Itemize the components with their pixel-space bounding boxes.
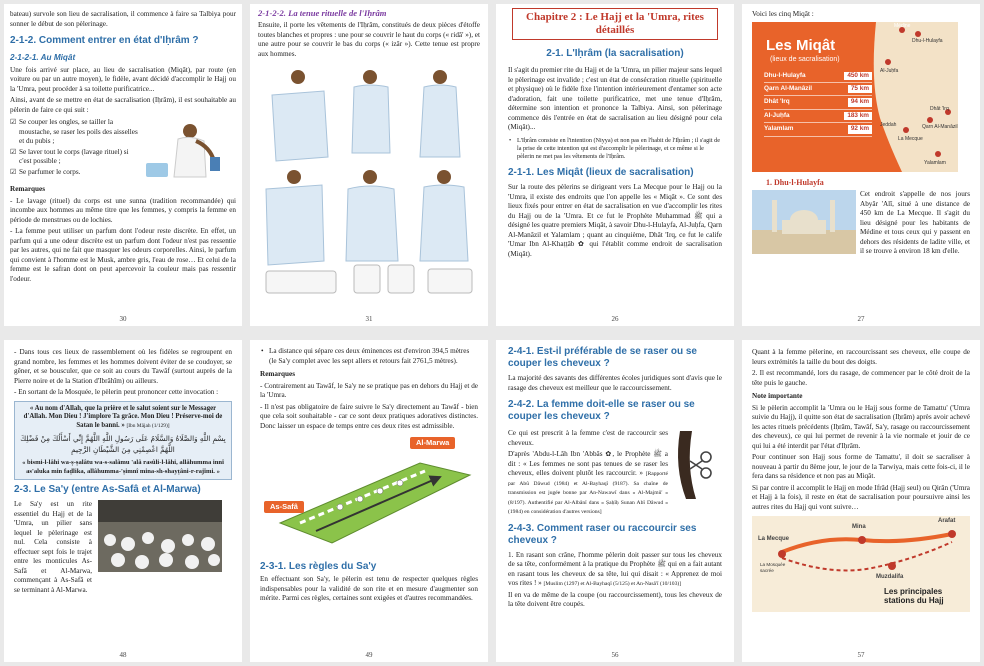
p31-text: Ensuite, il porte les vêtements de l'Iḥrâm, constitués de deux pièces d'étoffe toutes blanches et propres : une pour se couvrir le haut du corps (« ridâ' »), et une autre pour se couvrir le bas du corps (« izâr »). Cette tenue est propre aux hommes. [258,21,480,58]
page-27 [742,4,980,326]
p56-heading-2: 2-4-2. La femme doit-elle se raser ou se couper les cheveux ? [508,399,695,422]
p57-text-2: 2. Il est recommandé, lors du rasage, de commencer par le côté droit de la tête puis le gauche. [752,369,970,387]
p56-text-4-ref: [Muslim (1297) et Al-Bayhaqî (5/125) et An-Nasâ'î (10/103)] [543,581,682,587]
p56-heading-3: 2-4-3. Comment raser ou raccourcir ses cheveux ? [508,522,697,546]
p48-text-2: - En sortant de la Mosquée, le pèlerin peut prononcer cette invocation : [14,388,219,396]
page-56 [496,340,734,662]
p56-text-4-body: 1. En rasant son crâne, l'homme pèlerin doit passer sur tous les cheveux de sa tête, conformément à la pratique du Prophète ﷺ qui en a fait autant en rasant tous les cheveux de sa tête, lui qui disait : « Apprenez de moi vos rites ! » [508,550,722,587]
page-number: 48 [119,650,127,659]
p57-note-title: Note importante [752,392,803,400]
p30-checklist [10,117,140,181]
p26-chapter-title: Chapitre 2 : Le Hajj et la 'Umra, rites détaillés [512,8,718,40]
miqat-row [764,110,872,123]
miqat-name: Al-Juḥfa [764,111,790,119]
mosque-photo [752,190,856,254]
miqat-row [764,70,872,83]
p30-list-item: ☑ Se couper les ongles, se tailler la moustache, se raser les poils des aisselles et du pubis ; [10,118,140,147]
page-30 [4,4,242,326]
miqat-name: Dhu-l-Hulayfa [764,71,806,79]
p57-text-3: Si le pèlerin accomplit la 'Umra ou le Hajj sous forme de Tamattu' ('Umra suivie du Hajj), il quitte son état de sacralisation (Iḥrâm) après avoir achevé les actes rituels précédents (Iḥrâm, Tawâf, Sa'y, rasage ou raccourcissement des cheveux), ce qui lui permet de revenir à la vie normale et jouir de ce qui lui a été interdit par l'état d'Iḥrâm. [752,403,970,450]
p56-text-1: La majorité des savants des différentes écoles juridiques sont d'avis que le rasage des cheveux est meilleur que le raccourcissement. [508,374,722,392]
invocation-french-text: « Au nom d'Allah, que la prière et le salut soient sur le Messager d'Allah. Mon Dieu ! J'implore Ta grâce. Mon Dieu ! Préserve-moi de Satan le banni. » [23,404,223,430]
p56-hadith-ref: [Rapporté par Abû Dâwud (1984) et Al-Bayhaqî (9187). Sa chaîne de transmission est jugée bonne par An-Nawawî dans « Al-Majmû' » (8/197). Authentifié par Al-Albânî dans « Ṣaḥîḥ Sunan Abî Dâwud » (1984) en considération d'autres versions] [508,471,668,515]
p56-hadith: D'après 'Abdu-l-Lâh Ibn 'Abbâs ✿, le Prophète ﷺ a dit : « Les femmes ne sont pas tenues de se raser les cheveux, elles doivent plutôt les raccourcir. » [508,450,668,477]
washing-man-illustration [140,117,230,181]
miqat-name: Yalamlam [764,125,794,133]
map-label: Yalamlam [924,159,946,166]
invocation-arabic: بِسْمِ اللَّهِ وَالصَّلَاةُ وَالسَّلَامُ عَلَى رَسُولِ اللَّهِ اللَّهُمَّ إِنِّي أَسْأَلُكَ مِنْ فَضْلِكَ اللَّهُمَّ اعْصِمْنِي مِنَ الشَّيْطَانِ الرَّجِيمِ [20,434,226,455]
page-49 [250,340,488,662]
page-number: 31 [365,314,373,323]
p31-heading: 2-1-2-2. La tenue rituelle de l'Iḥrâm [258,8,387,18]
p57-text-1: Quant à la femme pèlerine, en raccourcissant ses cheveux, elle coupe de leurs extrémités la taille du bout des doigts. [752,348,970,366]
p30-remarks-title: Remarques [10,185,46,194]
station-muzdalifa: Muzdalifa [876,574,904,580]
map-label: La Mecque [898,135,923,142]
station-mecque: La Mecque [758,536,790,542]
p56-text-4 [508,551,722,589]
p27-heading: 1. Dhu-l-Hulayfa [766,177,824,187]
p27-intro: Voici les cinq Miqât : [752,10,814,18]
p48-heading: 2-3. Le Sa'y (entre As-Safâ et Al-Marwa) [14,484,201,496]
p30-list-item: ☑ Se parfumer le corps. [10,168,140,178]
map-label: Dhu-l-Hulayfa [912,37,943,44]
miqat-row [764,96,872,109]
sai-diagram [260,435,478,555]
miqat-name: Dhât 'Irq [764,98,790,106]
p30-remark-1: - Le lavage (rituel) du corps est une sunna (tradition recommandée) qui incombe aux hommes au même titre que les femmes, y compris la femme en période de menstrues ou de lochies. [10,196,236,224]
miqat-map [752,22,958,172]
p26-bullets [508,137,722,162]
p57-text-5: Si par contre il accomplit le Hajj en mode Ifrâd (Hajj seul) ou Qirân ('Umra et Hajj à la fois), il reste en état de sacralisation pour poursuivre ainsi les autres rites du Hajj qui vont suivre… [752,483,970,511]
miqat-distance: 75 km [848,85,872,93]
page-26 [496,4,734,326]
miqat-table [764,70,872,137]
miqat-distance: 183 km [844,112,872,120]
p26-text-1: Il s'agit du premier rite du Hajj et de la 'Umra, un pilier majeur sans lequel le pèlerinage est invalide ; c'est un état de consécration rituelle (spirituelle et physique) où le fidèle fixe l'intention intérieurement d'entamer son acte d'adoration, fait une toilette purificatrice, met une tenue d'Iḥrâm, détermine son intention et prononce la Talbiya. Ainsi, son pèlerinage commence dès l'entrée en état de sacralisation au lieu désigné pour cela (Miqât)... [508,66,722,132]
p49-text: En effectuant son Sa'y, le pèlerin est tenu de respecter quelques règles indispensables pour la validité de son rite et en mesure d'augmenter son mérite. Parmi ces règles, certaines sont exigées et d'autres recommandées. [260,575,478,602]
p27-text: Cet endroit s'appelle de nos jours Abyâr 'Alî, situé à une distance de 450 km de La Mecque. Il s'agit du lieu désigné pour les habitants de Médine et tous ceux qui y passent en dehors des résidents de ladite ville, et il se trouve à environ 18 km d'elle. [860,190,970,256]
invocation-box [14,401,232,481]
station-mosque: La Mosquée sacrée [760,562,786,574]
p26-text-2: Sur la route des pèlerins se dirigeant vers La Mecque pour le Hajj ou la 'Umra, il existe des endroits que l'on appelle les « Miqât ». Ce sont des lieux fixés pour entrer en état de sacralisation en vue d'accomplir les rites du Hajj ou de la 'Umra. Et ce fut le Prophète Muhammad ﷺ qui a désigné les quatre premiers Miqât, à savoir Dhu-l-Hulayfa, Al-Juḥfa, Qarn Al-Manâzil et Yalamlam ; quant au cinquième, Dhât 'Irq, ce fut le calife 'Umar Ibn Al-Khaṭṭâb ✿ qui l'établit comme endroit de sacralisation (Miqât). [508,183,722,258]
ihram-garments-illustration [258,65,480,297]
miqat-distance: 450 km [844,72,872,80]
stations-map-title: Les principales stations du Hajj [884,587,944,605]
hair-scissors-illustration [672,427,720,503]
p26-heading-2: 2-1-1. Les Miqât (lieux de sacralisation) [508,167,694,179]
p30-text-2: Ainsi, avant de se mettre en état de sacralisation (Iḥrâm), il est souhaitable au pèlerin de faire ce qui suit : [10,96,236,114]
p30-subheading: 2-1-2-1. Au Miqât [10,53,76,62]
p49-bullet-item: • La distance qui sépare ces deux éminences est d'environ 394,5 mètres (le Sa'y complet avec les sept allers et retours fait 2761,5 mètres). [260,347,478,366]
p56-heading-1: 2-4-1. Est-il préférable de se raser ou se couper les cheveux ? [508,346,697,369]
p49-remark-2: - Il n'est pas obligatoire de faire suivre le Sa'y directement au Tawâf - bien que cela soit souhaitable - car ce sont deux pratiques adoratives distinctes. Donc laisser un espace de temps entre ces deux rites est admissible. [260,402,478,430]
miqat-distance: 92 km [848,125,872,133]
page-number: 26 [611,314,619,323]
p49-bullets [260,347,478,366]
map-label: Médine [894,22,911,29]
p49-remarks-title: Remarques [260,370,296,378]
station-mina: Mina [852,524,866,530]
p56-text-3 [508,450,668,517]
page-number: 57 [857,650,865,659]
p48-text-3: Le Sa'y est un rite essentiel du Hajj et de la 'Umra, un pilier sans lequel le pèlerinage est nul. Cela consiste à effectuer sept fois le trajet entre les monticules As-Safâ et Al-Marwa, commençant à As-Safâ et se terminant à Al-Marwa. [14,500,92,594]
page-48 [4,340,242,662]
p30-heading: 2-1-2. Comment entrer en état d'Iḥrâm ? [10,35,199,46]
miqat-row [764,83,872,96]
sai-crowd-photo [98,500,222,572]
p30-list-item: ☑ Se laver tout le corps (lavage rituel) si c'est possible ; [10,148,140,167]
map-label: Al-Juḥfa [880,67,899,74]
map-label: Qarn Al-Manâzil [922,123,958,130]
hajj-stations-map [752,516,970,612]
miqat-row [764,123,872,136]
p30-text-1: Une fois arrivé sur place, au lieu de sacralisation (Miqât), par route (en voiture ou par un autre moyen), le fidèle, avant décidé d'accomplir le Hajj ou la 'Umra, peut procéder à sa toilette purificatrice... [10,65,236,93]
page-number: 27 [857,314,865,323]
station-arafat: Arafat [938,518,956,524]
p49-heading: 2-3-1. Les règles du Sa'y [260,561,377,572]
invocation-ref: [Ibn Mâjah (1/129)] [126,423,170,430]
page-number: 56 [611,650,619,659]
map-label: Dhât 'Irq [930,105,949,112]
map-label: Jeddah [880,121,897,128]
p48-text-1: - Dans tous ces lieux de rassemblement où les fidèles se regroupent en grand nombre, les femmes et les hommes doivent éviter de se coudoyer, se gêner, et se bousculer, que ce soit au cours du Tawâf (surtout auprès de la Pierre noire et de la Station d'Ibrâhîm) ou ailleurs. [14,348,232,385]
invocation-transliteration: « bismi-l-lâhi wa-ṣ-ṣalâtu wa-s-salâmu 'alâ rasûli-l-lâhi, allâhumma innî as'aluka min faḍlika, allâhumma-'ṣimnî mina-sh-shayṭâni-r-rajîmi. » [22,459,224,475]
p30-intro: bateau) survole son lieu de sacralisation, il commence à faire sa Talbiya pour sonner le début de son pèlerinage. [10,10,236,28]
p26-heading-1: 2-1. L'Iḥrâm (la sacralisation) [546,48,684,60]
label-as-safa: As-Safâ [264,501,304,513]
p56-text-5: Il en va de même de la coupe (ou raccourcissement), tous les cheveux de la tête doivent être coupés. [508,590,722,608]
p57-text-4: Pour continuer son Hajj sous forme de Tamattu', il doit se sacraliser à nouveau à partir du 8ème jour, le jour de la Tarwiya, mais cette fois-ci, il le fera dans sa résidence et non pas au Miqât. [752,453,970,480]
p49-remark-1: - Contrairement au Tawâf, le Sa'y ne se pratique pas en dehors du Hajj et de la 'Umra. [260,381,478,399]
p30-remark-2: - La femme peut utiliser un parfum dont l'odeur reste discrète. En effet, un parfum qui a une odeur discrète est un parfum dont l'odeur n'est pas ressentie par les autres, qui ne fait que masquer les odeurs corporelles. Ainsi, le parfum qui convient à l'homme est le Musk, ambre gris, l'eau de rose… Et celui de la femme est le safran dont on peut apercevoir la couleur mais pas ressentir l'odeur. [10,227,236,283]
page-number: 49 [365,650,373,659]
page-31 [250,4,488,326]
p26-bullet-item: • L'Iḥrâm consiste en l'intention (Niyya) et non pas en l'habit de l'Iḥrâm ; il s'agit de la prise de cette intention qui est d'accomplir le pèlerinage, et ce même si le pèlerin ne met pas les vêtements de l'Iḥrâm. [508,137,722,162]
miqat-name: Qarn Al-Manâzil [764,84,813,92]
invocation-french [20,405,226,432]
map-subtitle: (lieux de sacralisation) [770,55,840,63]
miqat-distance: 94 km [848,98,872,106]
p56-text-2: Ce qui est prescrit à la femme c'est de raccourcir ses cheveux. [508,429,668,447]
label-al-marwa: Al-Marwa [410,437,455,449]
page-number: 30 [119,314,127,323]
map-title: Les Miqât [766,36,836,54]
sai-path-illustration [260,435,478,555]
page-57 [742,340,980,662]
